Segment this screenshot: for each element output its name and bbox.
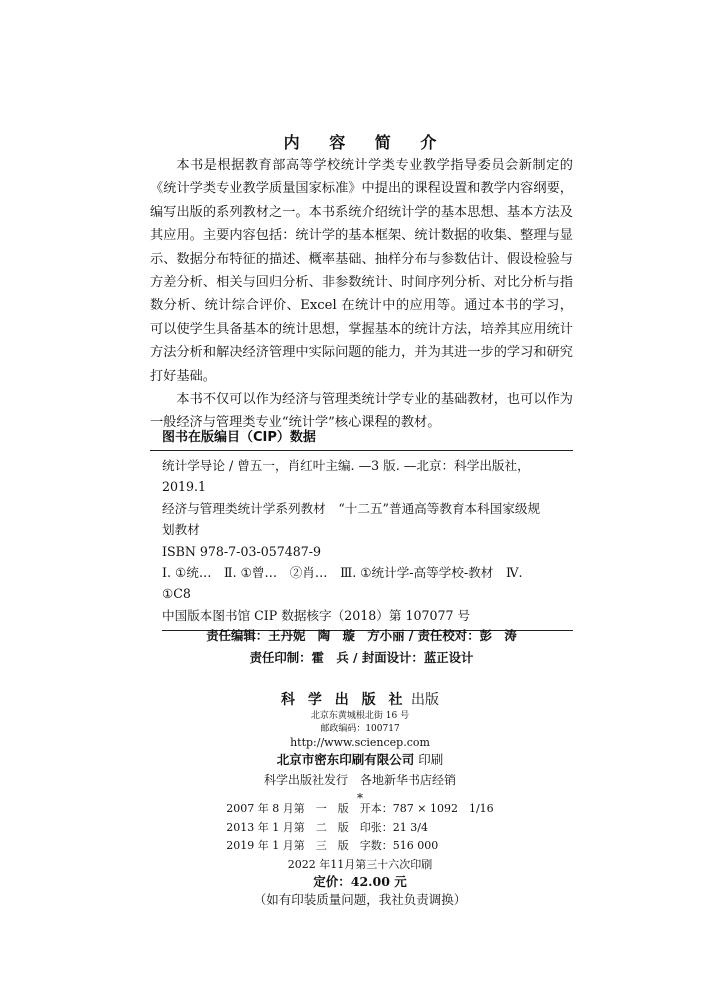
printer-suffix: 印刷 — [418, 752, 444, 767]
cip-number: 中国版本图书馆 CIP 数据核字（2018）第 107077 号 — [162, 605, 573, 631]
editorial-credits — [150, 625, 573, 669]
publisher-postcode: 邮政编码：100717 — [320, 724, 400, 734]
summary-paragraph-1: 本书是根据教育部高等学校统计学类专业教学指导委员会新制定的《统计学类专业教学质量国家标准》中提出的课程设置和教学内容纲要，编写出版的系列教材之一。本书系统介绍统计学的基本思想、基本方法及其应用。主要内容包括：统计学的基本框架、统计数据的收集、整理与显示、数据分布特征的描述、概率基础、抽样分布与参数估计、假设检验与方差分析、相关与回归分析、非参数统计、时间序列分析、对比分析与指数分析、统计综合评价、Excel 在统计中的应用等。通过本书的学习，可以使学生具备基本的统计思想，掌握基本的统计方法，培养其应用统计方法分析和解决经济管理中实际问题的能力，并为其进一步的学习和研究打好基础。 — [150, 158, 573, 384]
quality-note: （如有印装质量问题，我社负责调换） — [253, 892, 467, 907]
publisher-info — [0, 690, 720, 806]
publisher-address: 北京东黄城根北街 16 号 — [310, 711, 410, 721]
section-title: 内 容 简 介 — [283, 133, 449, 152]
cip-classification-2: ①C8 — [162, 586, 191, 602]
edition-row-2: 2013 年 1 月第 二 版 印张：21 3/4 — [226, 820, 428, 834]
cip-series-line: 经济与管理类统计学系列教材 “十二五”普通高等教育本科国家级规 — [162, 500, 541, 516]
credits-line-2: 责任印制：霍 兵 / 封面设计：蓝正设计 — [249, 650, 474, 665]
cip-year-line: 2019.1 — [162, 479, 207, 495]
printer-line — [0, 750, 720, 770]
edition-info — [0, 800, 720, 874]
edition-row-4: 2022 年11月第三十六次印刷 — [287, 857, 433, 871]
cip-classification: Ⅰ. ①统… Ⅱ. ①曾… ②肖… Ⅲ. ①统计学-高等学校-教材 Ⅳ. — [162, 565, 523, 581]
price: 定价：42.00 元 — [313, 874, 407, 889]
edition-rows — [226, 800, 493, 856]
cip-isbn: ISBN 978-7-03-057487-9 — [162, 543, 322, 559]
cip-data-block — [150, 426, 573, 631]
cip-header: 图书在版编目（CIP）数据 — [150, 426, 573, 451]
separator-star: * — [357, 791, 363, 805]
content-summary — [150, 154, 573, 435]
cip-series-line-2: 划教材 — [162, 522, 200, 538]
printer-name: 北京市密东印刷有限公司 — [276, 752, 415, 767]
publisher-name: 科 学 出 版 社 — [281, 692, 407, 708]
credits-line-1: 责任编辑：王丹妮 陶 璇 方小丽 / 责任校对：彭 涛 — [206, 628, 517, 643]
publisher-name-line — [0, 690, 720, 710]
cip-body — [150, 451, 573, 631]
publisher-url: http://www.sciencep.com — [290, 736, 430, 749]
summary-paragraph-2: 本书不仅可以作为经济与管理类统计学专业的基础教材，也可以作为一般经济与管理类专业“统计学”核心课程的教材。 — [150, 392, 573, 431]
edition-row-1: 2007 年 8 月第 一 版 开本：787 × 1092 1/16 — [226, 802, 494, 815]
distribution-line: 科学出版社发行 各地新华书店经销 — [263, 773, 456, 787]
publisher-suffix: 出版 — [410, 692, 439, 708]
edition-row-3: 2019 年 1 月第 三 版 字数：516 000 — [226, 839, 439, 852]
cip-title-line: 统计学导论 / 曾五一，肖红叶主编. —3 版. —北京：科学出版社， — [162, 458, 530, 473]
